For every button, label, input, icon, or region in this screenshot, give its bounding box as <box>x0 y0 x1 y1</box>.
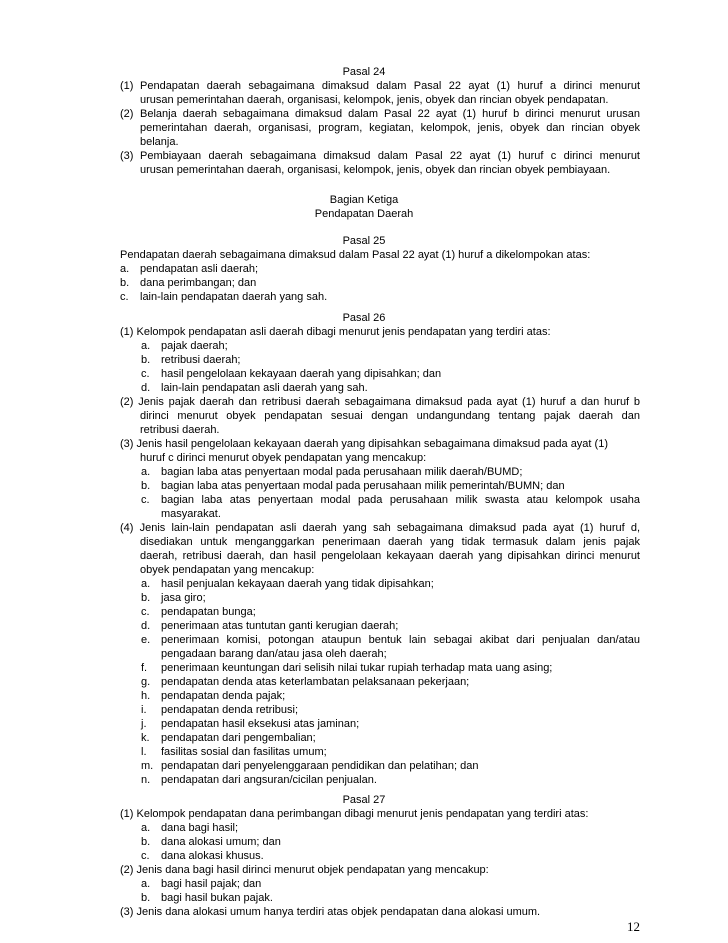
item-text-line: Belanja daerah sebagaimana dimaksud dalam Pasal 22 ayat (1) huruf b dirinci menurut urusan <box>140 108 640 120</box>
list-marker: b. <box>141 836 151 848</box>
list-item-continued: pengadaan barang dan/atau jasa oleh daerah; <box>161 648 387 660</box>
list-item: pendapatan denda atas keterlambatan pelaksanaan pekerjaan; <box>161 676 470 688</box>
paragraph-line: (2) Jenis dana bagi hasil dirinci menurut objek pendapatan yang mencakup: <box>120 864 489 876</box>
list-item: bagi hasil bukan pajak. <box>161 892 273 904</box>
paragraph-line: disediakan untuk menganggarkan penerimaan daerah yang tidak termasuk dalam jenis pajak <box>140 536 640 548</box>
list-marker: c. <box>141 494 150 506</box>
section-title: Bagian Ketiga <box>329 194 399 206</box>
list-item: pajak daerah; <box>161 340 228 352</box>
list-item: retribusi daerah; <box>161 354 241 366</box>
list-item: bagian laba atas penyertaan modal pada perusahaan milik swasta atau kelompok usaha <box>161 494 640 506</box>
list-marker: c. <box>141 606 150 618</box>
list-item: pendapatan bunga; <box>161 606 256 618</box>
paragraph-line: huruf c dirinci menurut obyek pendapatan yang mencakup: <box>140 452 427 464</box>
list-marker: c. <box>141 368 150 380</box>
item-number: (1) <box>120 80 134 92</box>
pasal-25-intro: Pendapatan daerah sebagaimana dimaksud dalam Pasal 22 ayat (1) huruf a dikelompokan atas: <box>120 249 591 261</box>
list-marker: h. <box>141 690 151 702</box>
list-item: lain-lain pendapatan asli daerah yang sah. <box>161 382 368 394</box>
list-item: pendapatan hasil eksekusi atas jaminan; <box>161 718 360 730</box>
list-item: jasa giro; <box>161 592 206 604</box>
list-item: fasilitas sosial dan fasilitas umum; <box>161 746 327 758</box>
page-number: 12 <box>627 919 640 934</box>
list-marker: d. <box>141 620 151 632</box>
list-item-continued: masyarakat. <box>161 508 221 520</box>
list-marker: a. <box>120 263 130 275</box>
list-item: dana perimbangan; dan <box>140 277 257 289</box>
paragraph-line: (1) Kelompok pendapatan dana perimbangan dibagi menurut jenis pendapatan yang terdiri atas: <box>120 808 589 820</box>
list-marker: b. <box>141 592 151 604</box>
list-marker: e. <box>141 634 151 646</box>
pasal-26-title: Pasal 26 <box>342 312 386 324</box>
list-item: pendapatan dari angsuran/cicilan penjualan. <box>161 774 377 786</box>
list-marker: d. <box>141 382 151 394</box>
item-text-line: Pendapatan daerah sebagaimana dimaksud dalam Pasal 22 ayat (1) huruf a dirinci menurut <box>140 80 640 92</box>
list-marker: c. <box>141 850 150 862</box>
item-text-line: urusan pemerintahan daerah, organisasi, kelompok, jenis, obyek dan rincian obyek pembiayaan. <box>140 164 611 176</box>
section-subtitle: Pendapatan Daerah <box>314 208 414 220</box>
list-item: dana alokasi khusus. <box>161 850 264 862</box>
list-marker: a. <box>141 578 151 590</box>
paragraph-line: retribusi daerah. <box>140 424 220 436</box>
list-marker: f. <box>141 662 148 674</box>
paragraph-line: (1) Kelompok pendapatan asli daerah dibagi menurut jenis pendapatan yang terdiri atas: <box>120 326 551 338</box>
pasal-27-title: Pasal 27 <box>342 794 386 806</box>
list-item: bagian laba atas penyertaan modal pada perusahaan milik daerah/BUMD; <box>161 466 523 478</box>
list-marker: a. <box>141 822 151 834</box>
list-item: dana alokasi umum; dan <box>161 836 281 848</box>
list-item: pendapatan asli daerah; <box>140 263 259 275</box>
list-marker: g. <box>141 676 151 688</box>
list-marker: a. <box>141 340 151 352</box>
list-marker: b. <box>141 892 151 904</box>
paragraph-line: daerah, retribusi daerah, dan hasil pengelolaan kekayaan daerah yang dipisahkan dirinci menurut <box>140 550 640 562</box>
pasal-25-title: Pasal 25 <box>342 235 386 247</box>
paragraph-line: obyek pendapatan yang mencakup: <box>140 564 315 576</box>
list-item: lain-lain pendapatan daerah yang sah. <box>140 291 328 303</box>
list-marker: m. <box>141 760 154 772</box>
item-number: (3) <box>120 150 134 162</box>
list-item: penerimaan atas tuntutan ganti kerugian daerah; <box>161 620 399 632</box>
list-marker: j. <box>141 718 147 730</box>
paragraph-line: dirinci menurut obyek pendapatan sesuai dengan undangundang tentang pajak daerah dan <box>140 410 640 422</box>
paragraph-line: (2) Jenis pajak daerah dan retribusi daerah sebagaimana dimaksud pada ayat (1) huruf a dan huruf b <box>120 396 640 408</box>
list-item: pendapatan denda retribusi; <box>161 704 298 716</box>
item-text-line: pemerintahan daerah, organisasi, program, kegiatan, kelompok, jenis, obyek dan rincian obyek <box>140 122 640 134</box>
list-item: hasil penjualan kekayaan daerah yang tidak dipisahkan; <box>161 578 434 590</box>
list-marker: a. <box>141 466 151 478</box>
paragraph-line: (4) Jenis lain-lain pendapatan asli daerah yang sah sebagaimana dimaksud pada ayat (1) huruf d, <box>120 522 640 534</box>
list-item: bagi hasil pajak; dan <box>161 878 262 890</box>
list-marker: n. <box>141 774 151 786</box>
list-marker: b. <box>120 277 130 289</box>
list-marker: b. <box>141 480 151 492</box>
list-item: pendapatan dari pengembalian; <box>161 732 316 744</box>
list-marker: b. <box>141 354 151 366</box>
list-item: pendapatan denda pajak; <box>161 690 286 702</box>
list-item: penerimaan keuntungan dari selisih nilai tukar rupiah terhadap mata uang asing; <box>161 662 553 674</box>
list-item: hasil pengelolaan kekayaan daerah yang dipisahkan; dan <box>161 368 442 380</box>
list-marker: l. <box>141 746 147 758</box>
paragraph-line: (3) Jenis dana alokasi umum hanya terdiri atas objek pendapatan dana alokasi umum. <box>120 906 541 918</box>
list-marker: k. <box>141 732 150 744</box>
item-text-line: belanja. <box>140 136 179 148</box>
paragraph-line: (3) Jenis hasil pengelolaan kekayaan daerah yang dipisahkan sebagaimana dimaksud pada ayat (1) <box>120 438 608 450</box>
list-item: bagian laba atas penyertaan modal pada perusahaan milik pemerintah/BUMN; dan <box>161 480 565 492</box>
list-marker: c. <box>120 291 129 303</box>
list-marker: a. <box>141 878 151 890</box>
list-marker: i. <box>141 704 147 716</box>
item-text-line: Pembiayaan daerah sebagaimana dimaksud dalam Pasal 22 ayat (1) huruf c dirinci menurut <box>140 150 640 162</box>
list-item: pendapatan dari penyelenggaraan pendidikan dan pelatihan; dan <box>161 760 479 772</box>
item-number: (2) <box>120 108 134 120</box>
list-item: dana bagi hasil; <box>161 822 239 834</box>
pasal-24-title: Pasal 24 <box>342 66 386 78</box>
list-item: penerimaan komisi, potongan ataupun bentuk lain sebagai akibat dari penjualan dan/atau <box>161 634 640 646</box>
item-text-line: urusan pemerintahan daerah, organisasi, kelompok, jenis, obyek dan rincian obyek pendapatan. <box>140 94 609 106</box>
